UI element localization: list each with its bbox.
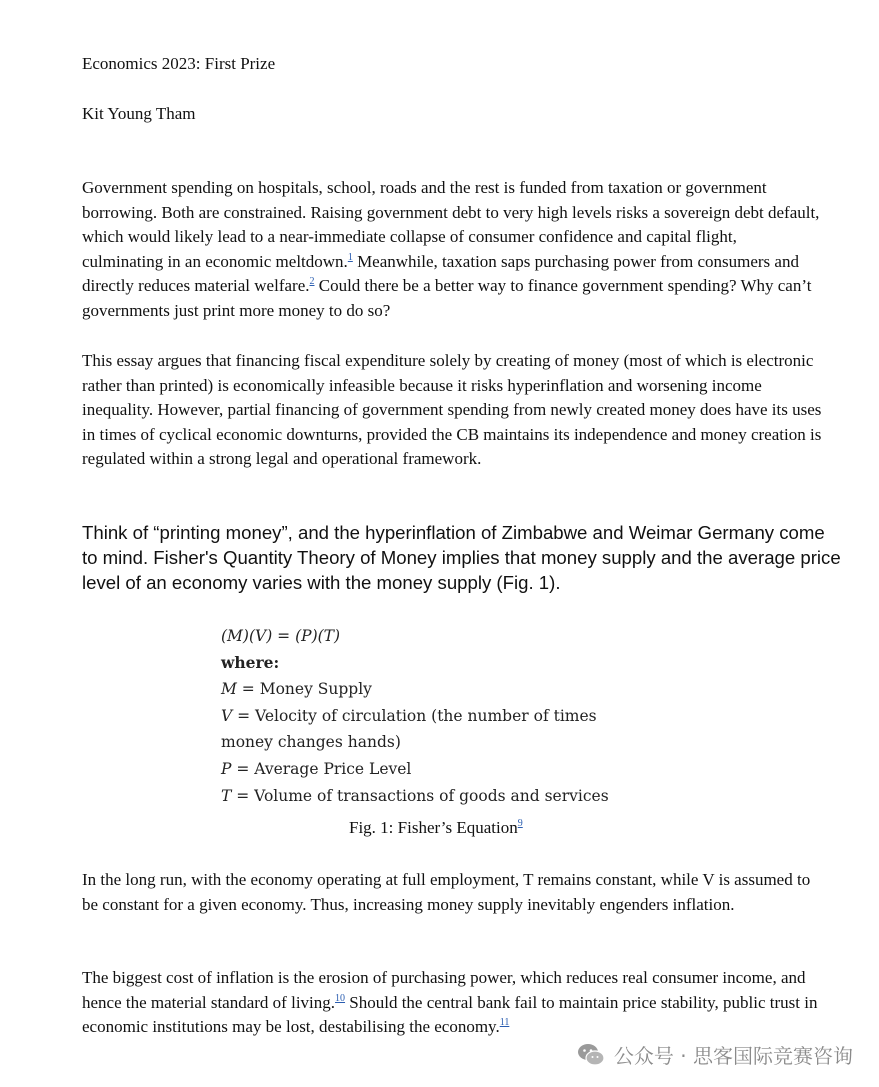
footnote-link-10[interactable]: 10: [335, 992, 346, 1004]
footnote-ref-9: [518, 818, 523, 829]
equation-line-p: P = Average Price Level: [221, 759, 412, 778]
essay-title: Economics 2023: First Prize: [82, 54, 276, 73]
equation-formula: (M)(V) = (P)(T): [221, 627, 341, 645]
equation-where-label: where:: [221, 652, 280, 672]
paragraph-1-text-b: Meanwhile, taxation saps purchasing power from consumers and directly reduces material welfare.: [82, 251, 799, 296]
paragraph-5: [82, 966, 822, 1040]
paragraph-4: In the long run, with the economy operating at full employment, T remains constant, while V is assumed to be constant for a given economy. Thus, increasing money supply inevitably engenders inflation.: [82, 870, 811, 914]
equation-line-t: T = Volume of transactions of goods and services: [221, 786, 609, 805]
footnote-ref-11: [500, 1017, 510, 1028]
watermark-text: 公众号 · 思客国际竞赛咨询: [613, 1044, 853, 1068]
wechat-icon: [576, 1042, 606, 1068]
equation-line-m: M = Money Supply: [221, 680, 372, 699]
footnote-link-11[interactable]: 11: [499, 1017, 510, 1029]
paragraph-1: [82, 176, 822, 324]
paragraph-1-text-c: Could there be a better way to finance government spending? Why can’t governments just print more money to do so?: [82, 276, 812, 320]
paragraph-1-text-a: Government spending on hospitals, school, roads and the rest is funded from taxation or government borrowing. Both are constrained. Raising government debt to very high levels risks a sovereign debt default, which would likely lead to a near-immediate collapse of consumer confidence and capital flight, culminating in an economic meltdown.: [82, 178, 820, 271]
figure-caption-text: Fig. 1: Fisher’s Equation: [349, 818, 518, 837]
paragraph-2: This essay argues that financing fiscal expenditure solely by creating of money (most of which is electronic rather than printed) is economically infeasible because it risks hyperinflation and worsening income inequality. However, partial financing of government spending from newly created money does have its uses in times of cyclical economic downturns, provided the CB maintains its independence and money creation is regulated within a strong legal and operational framework.: [82, 351, 822, 469]
paragraph-5-text-a: The biggest cost of inflation is the erosion of purchasing power, which reduces real consumer income, and hence the material standard of living.: [82, 968, 806, 1012]
fisher-equation: [221, 623, 609, 809]
author-name: Kit Young Tham: [82, 104, 196, 123]
paragraph-3: Think of “printing money”, and the hyperinflation of Zimbabwe and Weimar Germany come to mind. Fisher's Quantity Theory of Money implies that money supply and the average price level of an economy varies with the money supply (Fig. 1).: [82, 522, 841, 593]
equation-line-v-cont: money changes hands): [221, 733, 401, 752]
paragraph-5-text-b: Should the central bank fail to maintain price stability, public trust in economic institutions may be lost, destabilising the economy.: [82, 992, 818, 1037]
watermark: [576, 1040, 853, 1069]
footnote-link-2[interactable]: 2: [309, 276, 315, 288]
figure-caption: [349, 818, 523, 838]
equation-line-v: V = Velocity of circulation (the number of times: [221, 706, 597, 725]
footnote-ref-10: [335, 993, 345, 1004]
footnote-link-9[interactable]: 9: [517, 818, 523, 829]
footnote-link-1[interactable]: 1: [347, 251, 353, 263]
